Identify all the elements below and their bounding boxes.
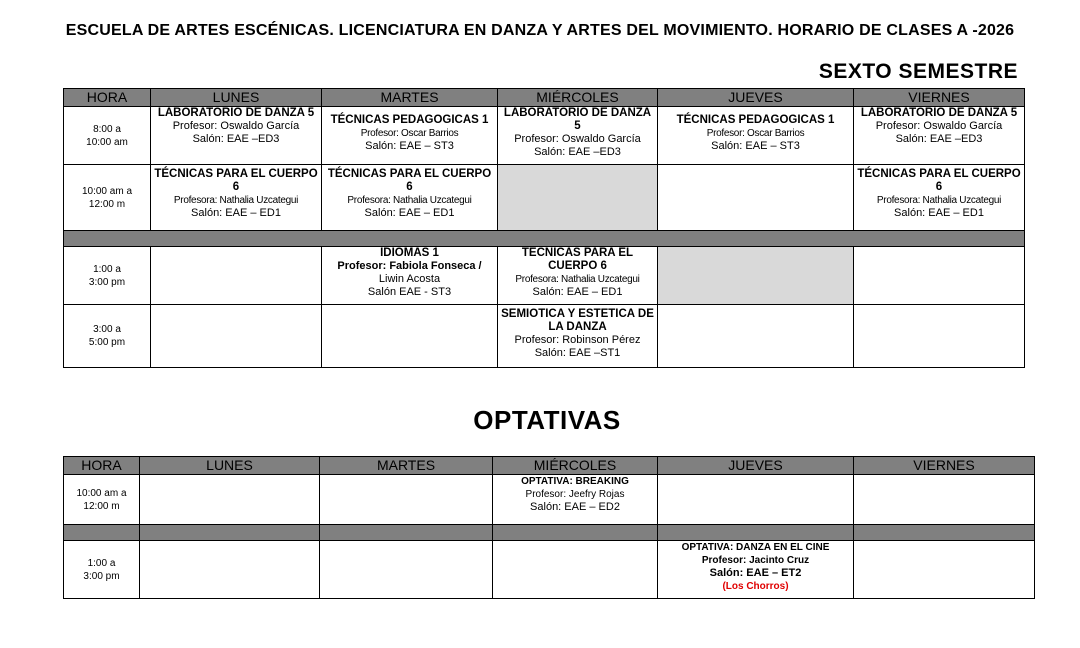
class-room: Salón: EAE – ED1: [532, 286, 623, 298]
empty-cell: [658, 165, 854, 231]
class-name: TÉCNICAS PEDAGOGICAS 1: [330, 114, 489, 126]
hour-end: 3:00 pm: [88, 276, 126, 288]
class-room: Salón: EAE – ST3: [711, 140, 800, 152]
class-room: Salón: EAE –ED3: [895, 133, 983, 145]
class-name: LABORATORIO DE DANZA 5: [860, 107, 1018, 119]
class-name: SEMIOTICA Y ESTETICA DE LA DANZA: [501, 308, 654, 333]
class-name: TÉCNICAS PARA EL CUERPO 6: [327, 168, 492, 193]
col-header-lunes: LUNES: [140, 457, 320, 475]
class-room: Salón: EAE – ED1: [894, 207, 984, 219]
hour-start: 10:00 am a: [81, 185, 133, 197]
hour-cell: [64, 305, 151, 368]
col-header-viernes: VIERNES: [854, 89, 1025, 107]
class-teacher: Profesor: Robinson Pérez: [514, 334, 641, 346]
class-cell: [151, 107, 322, 165]
empty-cell: [854, 247, 1025, 305]
hour-start: 1:00 a: [87, 557, 116, 569]
hour-cell: [64, 541, 140, 599]
break-bar: [493, 525, 658, 541]
page-title: ESCUELA DE ARTES ESCÉNICAS. LICENCIATURA EN DANZA Y ARTES DEL MOVIMIENTO. HORARIO DE CLASES A -2026: [65, 22, 1015, 39]
table-row: [64, 541, 1035, 599]
class-cell: [498, 107, 658, 165]
hour-end: 5:00 pm: [88, 337, 126, 348]
class-teacher: Profesor: Fabiola Fonseca /: [337, 260, 482, 272]
empty-cell: [658, 247, 854, 305]
break-bar: [64, 525, 140, 541]
class-teacher: Profesor: Oswaldo García: [875, 120, 1003, 132]
col-header-martes: MARTES: [320, 457, 493, 475]
empty-cell: [854, 305, 1025, 368]
class-teacher: Profesora: Nathalia Uzcategui: [876, 195, 1002, 206]
location-note: (Los Chorros): [722, 581, 789, 592]
class-teacher: Profesora: Nathalia Uzcategui: [173, 195, 299, 206]
col-header-viernes: VIERNES: [854, 457, 1035, 475]
optativas-table: [63, 456, 1035, 599]
col-header-jueves: JUEVES: [658, 89, 854, 107]
class-teacher: Profesor: Jacinto Cruz: [701, 555, 810, 566]
empty-cell: [322, 305, 498, 368]
break-bar: [64, 231, 1025, 247]
class-teacher: Profesor: Oswaldo García: [172, 120, 300, 132]
empty-cell: [658, 305, 854, 368]
hour-start: 3:00 a: [93, 324, 121, 335]
class-name: OPTATIVA: BREAKING: [521, 476, 629, 487]
class-name: OPTATIVA: DANZA EN EL CINE: [681, 542, 830, 553]
class-room: Salón: EAE – ET2: [709, 567, 802, 579]
empty-cell: [854, 475, 1035, 525]
hour-cell: [64, 165, 151, 231]
empty-cell: [320, 475, 493, 525]
class-cell: [658, 541, 854, 599]
empty-cell: [140, 541, 320, 599]
empty-cell: [151, 305, 322, 368]
col-header-lunes: LUNES: [151, 89, 322, 107]
class-cell: [854, 165, 1025, 231]
class-name: IDIOMAS 1: [380, 247, 439, 259]
class-name: TÉCNICAS PEDAGOGICAS 1: [676, 114, 835, 126]
schedule-table: [63, 88, 1025, 368]
empty-cell: [140, 475, 320, 525]
class-room: Salón: EAE – ED1: [191, 207, 281, 219]
class-teacher: Profesora: Nathalia Uzcategui: [515, 274, 640, 285]
table-header-row: [64, 89, 1025, 107]
hour-cell: [64, 107, 151, 165]
class-name: TÉCNICAS PARA EL CUERPO 6: [857, 168, 1021, 193]
class-room: Salón: EAE – ST3: [365, 140, 454, 152]
empty-cell: [493, 541, 658, 599]
class-room: Salón: EAE – ED2: [530, 501, 620, 513]
class-cell: [151, 165, 322, 231]
class-name: TÉCNICAS PARA EL CUERPO 6: [154, 168, 318, 193]
table-header-row: [64, 457, 1035, 475]
empty-cell: [320, 541, 493, 599]
class-name: LABORATORIO DE DANZA 5: [503, 107, 652, 132]
class-cell: [322, 247, 498, 305]
optativas-title: OPTATIVAS: [473, 405, 621, 435]
class-teacher: Profesor: Jeefry Rojas: [525, 489, 625, 500]
class-cell: [493, 475, 658, 525]
class-cell: [498, 305, 658, 368]
break-bar: [658, 525, 854, 541]
break-row: [64, 525, 1035, 541]
empty-cell: [658, 475, 854, 525]
col-header-jueves: JUEVES: [658, 457, 854, 475]
empty-cell: [854, 541, 1035, 599]
hour-cell: [64, 247, 151, 305]
table-row: [64, 165, 1025, 231]
col-header-hora: HORA: [64, 457, 140, 475]
semester-title: SEXTO SEMESTRE: [818, 60, 1018, 83]
table-row: [64, 247, 1025, 305]
col-header-martes: MARTES: [322, 89, 498, 107]
col-header-miercoles: MIÉRCOLES: [498, 89, 658, 107]
class-room: Salón: EAE –ED3: [192, 133, 280, 145]
class-teacher: Profesor: Oscar Barrios: [360, 128, 459, 139]
hour-end: 12:00 m: [88, 198, 126, 210]
hour-cell: [64, 475, 140, 525]
col-header-hora: HORA: [64, 89, 151, 107]
class-cell: [854, 107, 1025, 165]
empty-cell: [498, 165, 658, 231]
class-teacher: Profesor: Oscar Barrios: [706, 128, 805, 139]
class-name: LABORATORIO DE DANZA 5: [157, 107, 315, 119]
break-bar: [320, 525, 493, 541]
class-teacher: Profesor: Oswaldo García: [514, 133, 641, 145]
hour-start: 1:00 a: [93, 263, 121, 275]
class-room: Salón EAE - ST3: [367, 286, 452, 298]
break-bar: [854, 525, 1035, 541]
class-room: Salón: EAE –ED3: [534, 146, 621, 158]
hour-start: 10:00 am a: [76, 487, 127, 499]
class-cell: [322, 165, 498, 231]
class-room: Salón: EAE –ST1: [534, 347, 621, 359]
class-cell: [322, 107, 498, 165]
class-name: TÉCNICAS PARA EL CUERPO 6: [521, 247, 634, 272]
hour-end: 12:00 m: [83, 500, 120, 512]
break-bar: [140, 525, 320, 541]
class-room: Salón: EAE – ED1: [364, 207, 455, 219]
empty-cell: [151, 247, 322, 305]
hour-end: 3:00 pm: [83, 570, 120, 582]
class-cell: [658, 107, 854, 165]
hour-start: 8:00 a: [93, 123, 121, 135]
break-row: [64, 231, 1025, 247]
table-row: [64, 305, 1025, 368]
table-row: [64, 107, 1025, 165]
col-header-miercoles: MIÉRCOLES: [493, 457, 658, 475]
class-cell: [498, 247, 658, 305]
class-teacher: Profesora: Nathalia Uzcategui: [347, 195, 472, 206]
hour-end: 10:00 am: [86, 136, 128, 148]
table-row: [64, 475, 1035, 525]
class-teacher-2: Liwin Acosta: [378, 273, 441, 285]
